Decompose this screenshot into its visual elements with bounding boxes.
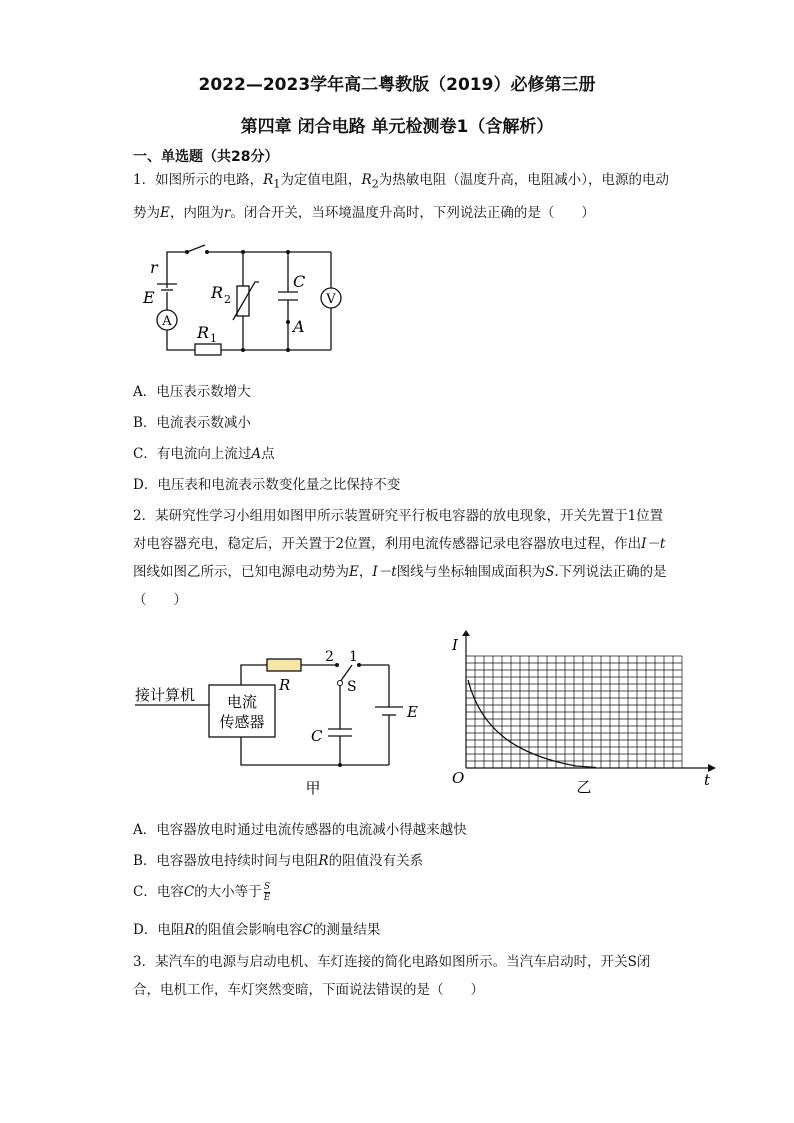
fraction-s-over-e: $\frac{S}{E}$ xyxy=(263,882,271,903)
title-line-1: 2022—2023学年高二粤教版（2019）必修第三册 xyxy=(198,75,596,95)
svg-text:C: C xyxy=(293,272,306,291)
question-1-circuit-diagram xyxy=(135,240,355,360)
svg-text:A: A xyxy=(162,314,172,329)
svg-text:r: r xyxy=(150,258,158,277)
question-1-stem: 1．如图所示的电路，$R_1$为定值电阻，$R_2$为热敏电阻（温度升高，电阻减小），电源的电动势为E，内阻为r。闭合开关，当环境温度升高时，下列说法正确的是（ ） xyxy=(133,172,670,221)
question-2-figure-yi-graph xyxy=(446,630,726,800)
svg-text:C: C xyxy=(311,727,323,745)
title-line-2: 第四章 闭合电路 单元检测卷1（含解析） xyxy=(240,117,554,137)
svg-text:V: V xyxy=(326,292,336,307)
svg-text:R: R xyxy=(197,323,210,342)
svg-text:E: E xyxy=(143,288,155,307)
question-2-option-d[interactable]: D．电阻R的阻值会影响电容C的测量结果 xyxy=(133,922,381,938)
svg-text:2: 2 xyxy=(325,649,334,665)
question-1-option-b[interactable]: B．电流表示数减小 xyxy=(133,415,251,431)
svg-text:电流: 电流 xyxy=(226,693,258,711)
svg-text:S: S xyxy=(347,679,357,695)
svg-text:2: 2 xyxy=(224,293,231,306)
svg-text:传感器: 传感器 xyxy=(219,713,265,731)
question-1-option-d[interactable]: D．电压表和电流表示数变化量之比保持不变 xyxy=(133,477,401,493)
svg-text:乙: 乙 xyxy=(576,778,592,796)
svg-text:t: t xyxy=(704,771,711,789)
question-3-stem: 3．某汽车的电源与启动电机、车灯连接的简化电路如图所示。当汽车启动时，开关S闭合，电机工作，车灯突然变暗，下面说法错误的是（ ） xyxy=(133,954,651,998)
question-2-option-c[interactable]: C．电容C的大小等于 $\frac{S}{E}$ xyxy=(133,882,271,903)
svg-text:R: R xyxy=(211,283,224,302)
svg-text:I: I xyxy=(452,636,458,654)
question-2-stem: 2．某研究性学习小组用如图甲所示装置研究平行板电容器的放电现象，开关先置于1位置对电容器充电，稳定后，开关置于2位置，利用电流传感器记录电容器放电过程，作出I－t图线如图乙所示，已知电源电动势为E，I－t图线与坐标轴围成面积为S.下列说法正确的是（ ） xyxy=(133,508,667,608)
svg-text:O: O xyxy=(452,769,465,787)
section-heading: 一、单选题（共28分） xyxy=(133,149,279,165)
svg-text:甲: 甲 xyxy=(305,779,321,797)
svg-text:接计算机: 接计算机 xyxy=(135,686,196,704)
svg-text:R: R xyxy=(279,676,291,694)
question-2-option-b[interactable]: B．电容器放电持续时间与电阻R的阻值没有关系 xyxy=(133,853,424,869)
question-2-option-a[interactable]: A．电容器放电时通过电流传感器的电流减小得越来越快 xyxy=(133,822,467,838)
question-1-option-a[interactable]: A．电压表示数增大 xyxy=(133,384,251,400)
svg-text:A: A xyxy=(293,317,305,336)
svg-text:1: 1 xyxy=(349,649,358,665)
svg-text:1: 1 xyxy=(210,332,217,345)
svg-text:E: E xyxy=(407,703,418,721)
question-2-figure-jia xyxy=(133,645,433,805)
question-1-option-c[interactable]: C．有电流向上流过A点 xyxy=(133,446,275,462)
